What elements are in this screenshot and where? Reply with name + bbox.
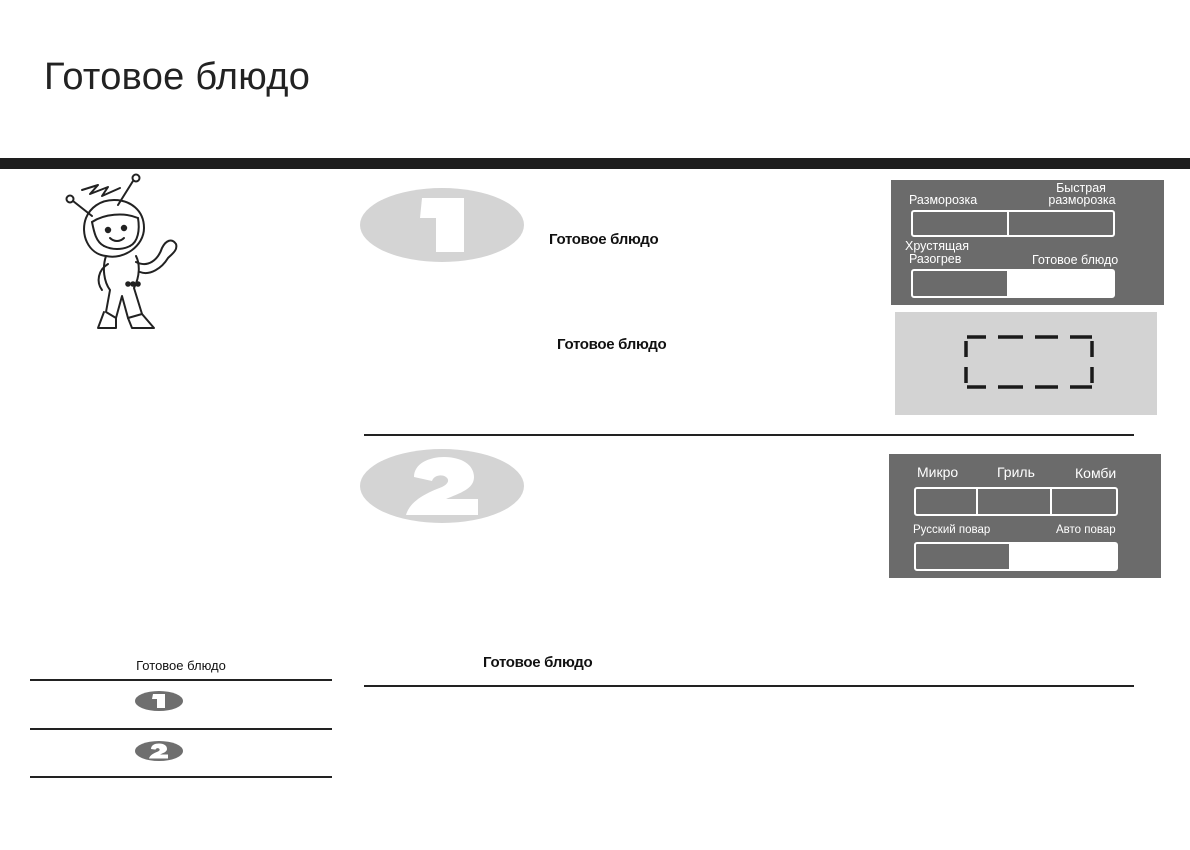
summary-rule-bottom [30, 776, 332, 778]
blank-display-segments-icon [895, 312, 1157, 415]
summary-header: Готовое блюдо [136, 658, 226, 673]
grill-button[interactable] [978, 489, 1052, 514]
russian-chef-button[interactable] [916, 544, 1011, 569]
quick-defrost-label-line2: разморозка [1048, 193, 1116, 207]
bottom-divider [364, 685, 1134, 687]
auto-chef-button[interactable] [1011, 544, 1116, 569]
bottom-note-label: Готовое блюдо [483, 654, 593, 671]
summary-step-1-badge [135, 691, 183, 711]
reheat-button-row [911, 269, 1115, 298]
step-2-numeral-icon [360, 449, 524, 523]
summary-rule-top [30, 679, 332, 681]
grill-label: Гриль [997, 464, 1035, 480]
step-2-small-icon [135, 741, 183, 761]
defrost-label: Разморозка [909, 193, 978, 207]
russian-chef-label: Русский повар [913, 524, 991, 536]
ready-meal-button[interactable] [1009, 271, 1113, 296]
section-divider [364, 434, 1134, 436]
mode-button-row [914, 487, 1118, 516]
defrost-button-row [911, 210, 1115, 237]
page-title: Готовое блюдо [44, 56, 311, 98]
micro-button[interactable] [916, 489, 978, 514]
summary-step-2-badge [135, 741, 183, 761]
control-panel-1 [891, 180, 1164, 305]
auto-chef-label: Авто повар [1056, 524, 1116, 536]
crispy-label: Хрустящая [905, 239, 970, 253]
summary-rule-middle [30, 728, 332, 730]
defrost-button[interactable] [913, 212, 1009, 235]
step-1-small-icon [135, 691, 183, 711]
micro-label: Микро [917, 464, 959, 480]
header-divider-bar [0, 158, 1190, 169]
step-1-text-b: Готовое блюдо [557, 336, 667, 353]
quick-defrost-button[interactable] [1009, 212, 1113, 235]
step-2-badge [360, 449, 524, 523]
ready-meal-label: Готовое блюдо [1032, 253, 1119, 267]
chef-button-row [914, 542, 1118, 571]
display-screen [895, 312, 1157, 415]
step-1-badge [360, 188, 524, 262]
mascot-icon [58, 172, 188, 330]
reheat-button[interactable] [913, 271, 1009, 296]
reheat-label: Разогрев [909, 252, 962, 266]
step-1-text-a: Готовое блюдо [549, 231, 659, 248]
combi-button[interactable] [1052, 489, 1116, 514]
step-1-numeral-icon [360, 188, 524, 262]
control-panel-2 [889, 454, 1161, 578]
combi-label: Комби [1075, 465, 1117, 481]
quick-defrost-label-line1: Быстрая [1056, 181, 1106, 195]
mascot-illustration [58, 172, 188, 330]
